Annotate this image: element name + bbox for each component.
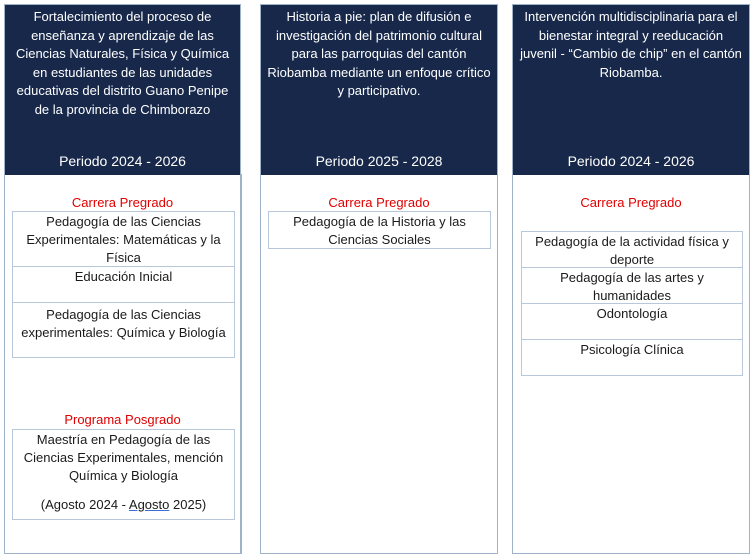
project-header-2 xyxy=(261,5,497,175)
column-divider xyxy=(497,174,513,554)
project-period-1: Periodo 2024 - 2026 xyxy=(59,153,186,169)
list-item: Psicología Clínica xyxy=(580,342,684,357)
posgrado-label-1: Programa Posgrado xyxy=(64,412,181,427)
list-item: Pedagogía de las artes y humanidades xyxy=(522,268,742,304)
posgrado-box-1 xyxy=(12,429,235,520)
project-period-3: Periodo 2024 - 2026 xyxy=(567,153,695,169)
project-title-2: Historia a pie: plan de difusión e investigación del patrimonio cultural para las parroquias del cantón Riobamba mediante un enfoque crítico y participativo. xyxy=(267,9,491,98)
project-column-3 xyxy=(512,4,750,554)
posgrado-dates-month: Agosto xyxy=(128,497,170,512)
list-item: Pedagogía de la actividad física y deporte xyxy=(522,232,742,268)
pregrado-list-1 xyxy=(12,211,235,358)
pregrado-label-3: Carrera Pregrado xyxy=(580,195,682,210)
pregrado-list-3 xyxy=(521,231,743,376)
posgrado-dates xyxy=(13,495,234,515)
project-title-3: Intervención multidisciplinaria para el bienestar integral y reeducación juvenil - “Cambio de chip” en el cantón Riobamba. xyxy=(520,9,742,80)
project-header-3 xyxy=(513,5,749,175)
list-item: Pedagogía de las Ciencias Experimentales: Matemáticas y la Física xyxy=(13,212,234,267)
project-column-2 xyxy=(260,4,498,554)
pregrado-label-2: Carrera Pregrado xyxy=(328,195,430,210)
posgrado-dates-start: (Agosto 2024 - xyxy=(40,497,129,512)
column-divider xyxy=(241,174,261,554)
list-item: Pedagogía de las Ciencias experimentales: Química y Biología xyxy=(21,307,226,340)
posgrado-program: Maestría en Pedagogía de las Ciencias Experimentales, mención Química y Biología xyxy=(23,432,224,483)
list-item: Educación Inicial xyxy=(13,267,234,303)
project-title-1: Fortalecimiento del proceso de enseñanza y aprendizaje de las Ciencias Naturales, Física y Química en estudiantes de las unidades educativas del distrito Guano Penipe de la provincia de Chimborazo xyxy=(15,9,230,117)
project-header-1 xyxy=(5,5,240,175)
project-column-1 xyxy=(4,4,241,554)
project-period-2: Periodo 2025 - 2028 xyxy=(315,153,443,169)
posgrado-dates-end: 2025) xyxy=(169,497,207,512)
pregrado-list-2 xyxy=(268,211,491,249)
pregrado-label-1: Carrera Pregrado xyxy=(71,195,174,210)
list-item: Pedagogía de la Historia y las Ciencias Sociales xyxy=(293,214,466,247)
list-item: Odontología xyxy=(522,304,742,340)
